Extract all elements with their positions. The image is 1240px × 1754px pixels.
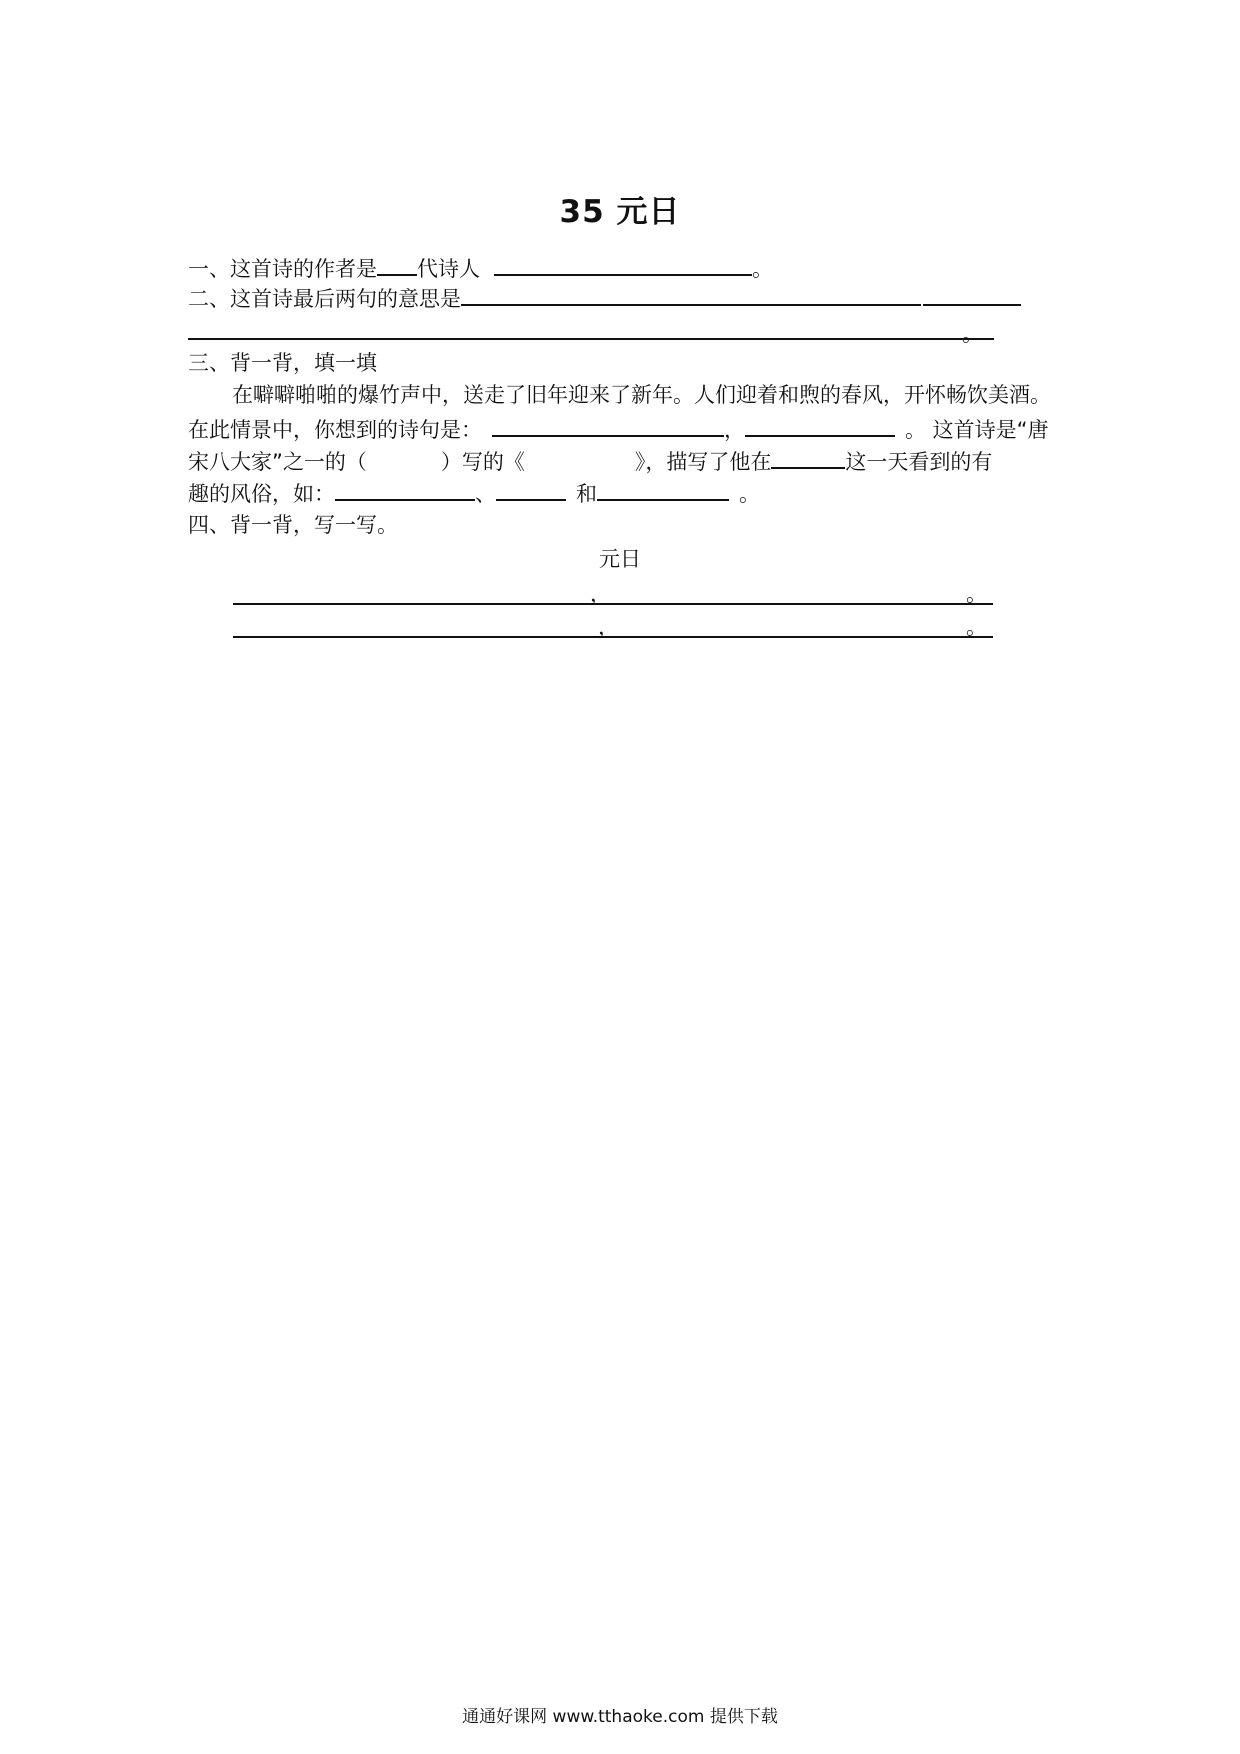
q3-p2-b: 。 这首诗是“唐 bbox=[905, 418, 1049, 442]
q2-meaning-blank-1[interactable] bbox=[461, 282, 921, 306]
q3-p3-a: 宋八大家”之一的（ bbox=[188, 450, 367, 474]
q3-paragraph-2 bbox=[188, 413, 1049, 445]
q3-p4-d: 。 bbox=[739, 482, 760, 506]
q3-p4-a: 趣的风俗，如： bbox=[188, 482, 335, 506]
q4-period-1: 。 bbox=[966, 582, 987, 606]
q4-heading: 四、背一背，写一写。 bbox=[188, 513, 398, 537]
q1-dynasty-blank[interactable] bbox=[377, 252, 417, 276]
q3-custom-blank-3[interactable] bbox=[597, 477, 729, 501]
q1-mid: 代诗人 bbox=[417, 257, 480, 281]
q3-paragraph-1: 在噼噼啪啪的爆竹声中，送走了旧年迎来了新年。人们迎着和煦的春风，开怀畅饮美酒。 bbox=[232, 383, 1051, 407]
q1-author-blank[interactable] bbox=[494, 252, 752, 276]
question-2 bbox=[188, 282, 1021, 314]
q4-poem-title: 元日 bbox=[599, 547, 641, 571]
q3-comma: ， bbox=[724, 418, 745, 442]
q2-end: 。 bbox=[962, 322, 983, 346]
q3-p4-c: 和 bbox=[576, 482, 597, 506]
q3-verse-blank-2[interactable] bbox=[745, 413, 895, 437]
q3-p2-a: 在此情景中，你想到的诗句是： bbox=[188, 418, 482, 442]
q4-period-2: 。 bbox=[966, 615, 987, 639]
q3-custom-blank-2[interactable] bbox=[496, 477, 566, 501]
q2-prefix: 二、这首诗最后两句的意思是 bbox=[188, 287, 461, 311]
q4-comma-1: ， bbox=[590, 582, 611, 606]
q3-paragraph-4 bbox=[188, 477, 760, 509]
q2-meaning-blank-2[interactable] bbox=[923, 282, 1021, 306]
q3-heading: 三、背一背，填一填 bbox=[188, 351, 377, 375]
q3-p3-c: 》，描写了他在 bbox=[634, 450, 772, 474]
q4-comma-2: ， bbox=[598, 615, 619, 639]
question-1 bbox=[188, 252, 773, 284]
q2-answer-line[interactable] bbox=[188, 338, 994, 340]
q3-p4-b: 、 bbox=[475, 482, 496, 506]
q3-p3-b: ）写的《 bbox=[440, 450, 525, 474]
q3-verse-blank-1[interactable] bbox=[492, 413, 724, 437]
footer-credit: 通通好课网 www.tthaoke.com 提供下载 bbox=[462, 1707, 778, 1727]
q3-paragraph-3 bbox=[188, 445, 992, 477]
q3-p3-d: 这一天看到的有 bbox=[845, 450, 993, 474]
q4-poem-line-1[interactable] bbox=[233, 603, 993, 605]
q3-custom-blank-1[interactable] bbox=[335, 477, 475, 501]
page-title: 35 元日 bbox=[559, 194, 681, 230]
q3-day-blank[interactable] bbox=[771, 445, 845, 469]
q1-end: 。 bbox=[752, 257, 773, 281]
q1-prefix: 一、这首诗的作者是 bbox=[188, 257, 377, 281]
